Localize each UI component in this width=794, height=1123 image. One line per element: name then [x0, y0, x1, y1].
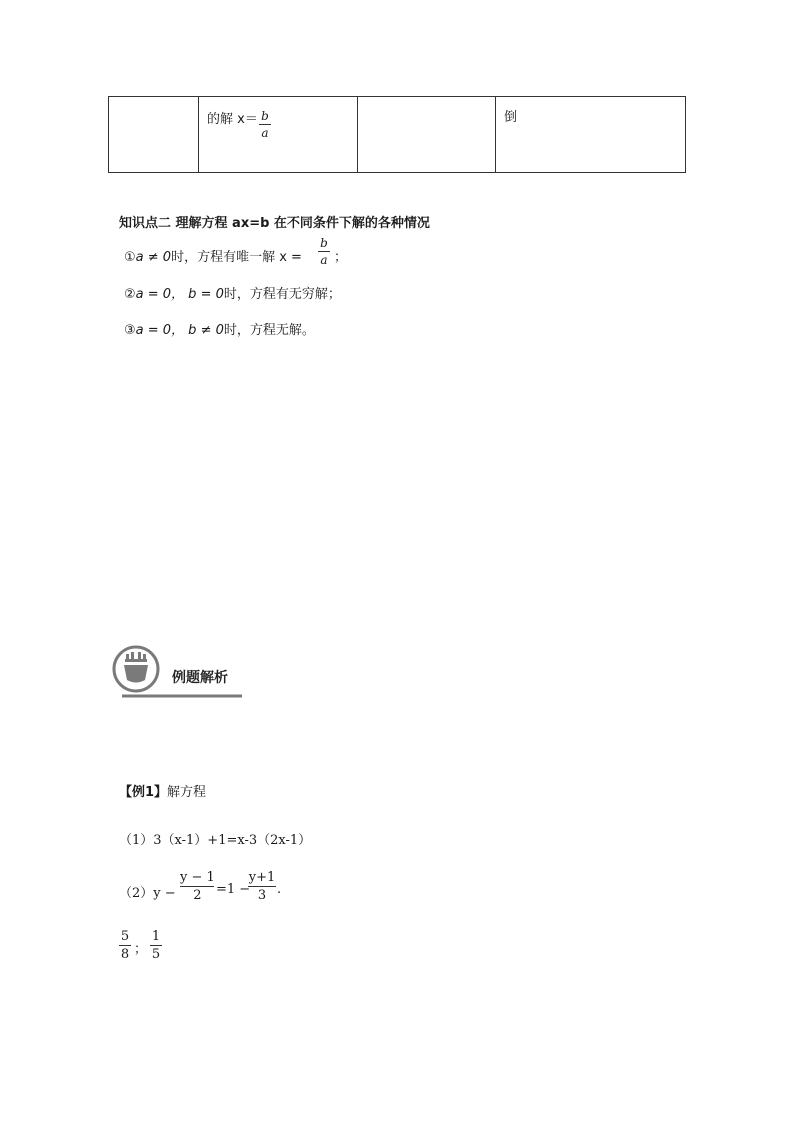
section-title: 例题解析	[172, 670, 228, 686]
knowledge-item-2	[124, 283, 341, 302]
fraction-y-minus-1-over-2	[180, 870, 215, 903]
item-condition: a ≠ 0	[135, 250, 172, 265]
item-text: 时，方程有唯一解 x =	[171, 250, 302, 265]
denominator: a	[261, 126, 269, 140]
denominator: 5	[151, 947, 161, 962]
answer-separator: ；	[134, 942, 148, 957]
item-text: 时，方程有无穷解；	[223, 287, 341, 302]
denominator: a	[320, 253, 328, 267]
answer-fraction-2	[150, 929, 162, 962]
fraction-b-over-a	[318, 236, 330, 267]
numerator: y+1	[248, 870, 276, 885]
example-prompt: 解方程	[167, 785, 207, 800]
example-part-1: （1）3（x-1）+1=x-3（2x-1）	[119, 833, 312, 848]
numerator: 1	[151, 929, 161, 944]
item-text: 时，方程无解。	[223, 323, 315, 338]
fraction-bar	[180, 886, 214, 887]
fraction-bar	[248, 886, 276, 887]
table-cell-3	[358, 97, 496, 173]
denominator: 3	[257, 888, 267, 903]
example-heading	[119, 781, 206, 800]
knowledge-heading: 知识点二 理解方程 ax=b 在不同条件下解的各种情况	[119, 216, 430, 231]
method-table	[108, 96, 686, 173]
fraction-b-over-a	[259, 109, 271, 140]
example-part-2-end: .	[277, 882, 282, 897]
fraction-bar	[119, 945, 131, 946]
example-label: 【例1】	[119, 785, 168, 800]
example-part-2-prefix: （2）y −	[119, 886, 176, 901]
table-cell-4	[496, 97, 686, 173]
fraction-bar	[318, 251, 330, 252]
item-end-punct: ；	[334, 250, 348, 265]
numerator: b	[261, 109, 269, 123]
fraction-bar	[259, 124, 271, 125]
denominator: 8	[120, 947, 130, 962]
cell-text: 的解 x＝	[207, 112, 258, 127]
chess-rook-icon	[124, 652, 148, 683]
item-marker: ③	[124, 323, 136, 338]
answer-fraction-1	[119, 929, 131, 962]
numerator: 5	[120, 929, 130, 944]
denominator: 2	[193, 888, 202, 903]
knowledge-item-1	[124, 246, 302, 265]
item-marker: ①	[124, 250, 136, 265]
item-condition: a = 0， b ≠ 0	[135, 323, 224, 338]
table-cell-1	[109, 97, 199, 173]
fraction-y-plus-1-over-3	[248, 870, 276, 903]
numerator: y − 1	[180, 870, 215, 885]
numerator: b	[320, 236, 328, 250]
item-marker: ②	[124, 287, 136, 302]
example-part-2-mid: =1 −	[216, 882, 251, 897]
table-cell-2	[199, 97, 358, 173]
knowledge-item-3	[124, 319, 315, 338]
item-condition: a = 0， b = 0	[135, 287, 224, 302]
cell-text: 倒	[504, 110, 518, 125]
fraction-bar	[150, 945, 162, 946]
